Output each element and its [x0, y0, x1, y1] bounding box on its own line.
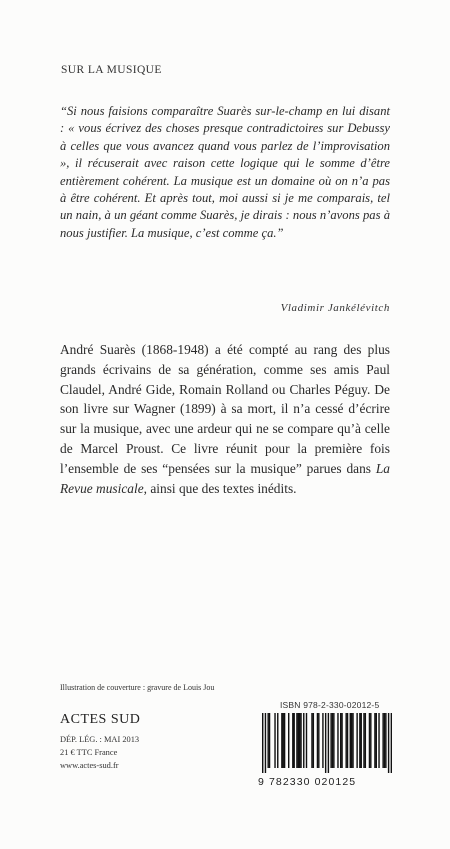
- barcode-icon: [262, 713, 392, 773]
- barcode-bar: [374, 713, 375, 768]
- barcode-bar: [269, 713, 270, 768]
- barcode-bar: [265, 713, 266, 773]
- barcode-bar: [369, 713, 370, 768]
- barcode-bar: [299, 713, 300, 768]
- barcode-bar: [296, 713, 297, 768]
- barcode-bar: [303, 713, 304, 768]
- description-text-2: , ainsi que des textes inédits.: [143, 480, 297, 496]
- quote-author: Vladimir Jankélévitch: [280, 302, 390, 314]
- barcode-bar: [317, 713, 318, 768]
- description-text-1: André Suarès (1868-1948) a été compté au rang des plus grands écrivains de sa génération, comme ses amis Paul Claudel, André Gide, Romain Rolland ou Charles Péguy. De son livre sur Wagner (1899) à sa mort, il n’a cessé d’écrire sur la musique, avec une ardeur qui ne se compare qu’à celle de Marcel Proust. Ce livre réunit pour la première fois l’ensemble de ses “pensées sur la musique” parues dans: [60, 342, 390, 476]
- barcode-bar: [277, 713, 278, 768]
- barcode-bar: [311, 713, 312, 768]
- barcode-bar: [363, 713, 364, 768]
- price: 21 € TTC France: [60, 748, 118, 757]
- barcode-bar: [384, 713, 385, 768]
- barcode-bar: [359, 713, 360, 768]
- barcode-bar: [388, 713, 389, 773]
- barcode-bar: [328, 713, 329, 773]
- publisher-name: ACTES SUD: [60, 712, 141, 727]
- barcode-bar: [284, 713, 285, 768]
- barcode-bar: [378, 713, 379, 768]
- barcode-bar: [322, 713, 323, 768]
- description-paragraph: [60, 340, 390, 498]
- barcode-digits: 9 782330 020125: [258, 776, 357, 788]
- barcode-bar: [365, 713, 366, 768]
- barcode-bar: [293, 713, 294, 768]
- legal-info: [60, 733, 139, 772]
- legal-deposit: DÉP. LÉG. : MAI 2013: [60, 735, 140, 744]
- barcode-bar: [333, 713, 334, 768]
- barcode-bar: [330, 713, 331, 768]
- barcode-bar: [298, 713, 299, 768]
- barcode-bar: [288, 713, 289, 768]
- barcode-bar: [267, 713, 268, 768]
- barcode-bar: [292, 713, 293, 768]
- barcode-bar: [352, 713, 353, 768]
- barcode-bar: [391, 713, 392, 773]
- book-description: [60, 340, 390, 498]
- barcode-bar: [332, 713, 333, 768]
- barcode-bar: [306, 713, 307, 768]
- barcode-bar: [313, 713, 314, 768]
- barcode-bar: [351, 713, 352, 768]
- barcode-bar: [274, 713, 275, 768]
- illustration-credit: Illustration de couverture : gravure de Louis Jou: [60, 683, 215, 692]
- barcode-bar: [340, 713, 341, 768]
- barcode-bar: [283, 713, 284, 768]
- barcode-bar: [376, 713, 377, 768]
- barcode-bar: [337, 713, 338, 768]
- journal-title: La Revue musicale: [60, 460, 390, 496]
- quote-block: [60, 103, 390, 242]
- series-title: SUR LA MUSIQUE: [61, 64, 162, 76]
- barcode-bar: [300, 713, 301, 768]
- barcode-bar: [385, 713, 386, 768]
- quote-text: “Si nous faisions comparaître Suarès sur-le-champ en lui disant : « vous écrivez des choses presque contradictoires sur Debussy à celles que vous avancez quand vous parlez de l’improvisation », il récuserait avec raison cette logique qui le somme d’être entièrement cohérent. La musique est un domaine où on n’a pas à être cohérent. Et après tout, moi aussi si je me comparais, tel un nain, à un géant comme Suarès, je dirais : nous n’avons pas à nous justifier. La musique, c’est comme ça.”: [60, 104, 390, 240]
- barcode-bar: [356, 713, 357, 768]
- barcode-bar: [318, 713, 319, 768]
- barcode-bar: [281, 713, 282, 768]
- barcode-bar: [345, 713, 346, 768]
- barcode-bar: [350, 713, 351, 768]
- website: www.actes-sud.fr: [60, 761, 119, 770]
- barcode-bar: [370, 713, 371, 768]
- isbn-label: ISBN 978-2-330-02012-5: [280, 700, 380, 710]
- barcode-bar: [347, 713, 348, 768]
- barcode-bar: [341, 713, 342, 768]
- barcode-bar: [382, 713, 383, 768]
- barcode-bar: [262, 713, 263, 773]
- barcode-bar: [325, 713, 326, 773]
- barcode-bar: [361, 713, 362, 768]
